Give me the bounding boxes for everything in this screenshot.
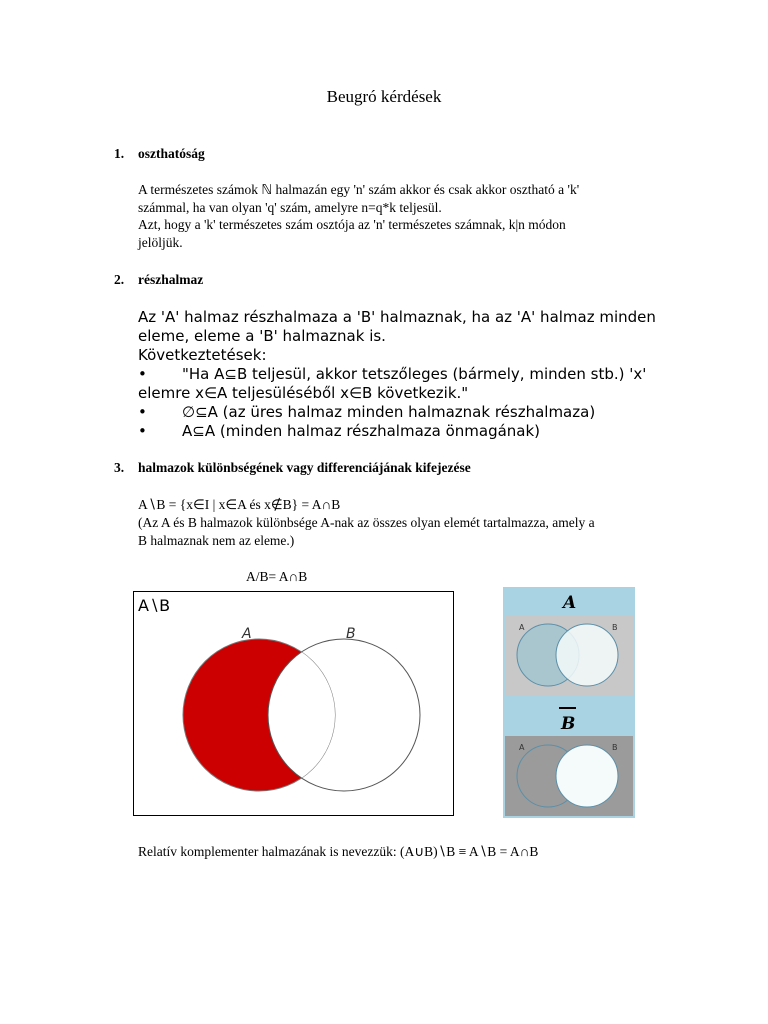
bullet-icon: • xyxy=(138,403,147,421)
set-b-label: B xyxy=(346,626,356,642)
venn-complement-svg xyxy=(503,587,635,818)
bullet-item-2 xyxy=(138,403,698,422)
venn-label: A∖B xyxy=(138,596,171,615)
section-3-line-1: (Az A és B halmazok különbsége A-nak az összes olyan elemét tartalmazza, amely a xyxy=(138,515,595,530)
section-2-body xyxy=(138,308,656,365)
bullet-3-text: A⊆A (minden halmaz részhalmaza önmagának) xyxy=(182,422,541,440)
venn-diagram-difference xyxy=(133,591,454,816)
bullet-1-line-2: elemre x∈A teljesüléséből x∈B következik." xyxy=(138,384,469,402)
panel-b-label-b: B xyxy=(612,743,618,752)
venn-svg xyxy=(134,592,453,815)
section-2-number: 2. xyxy=(114,272,125,287)
section-1-heading xyxy=(114,146,714,164)
panel-a-label-a: A xyxy=(519,623,525,632)
section-3-heading xyxy=(114,460,734,478)
section-3-title: halmazok különbségének vagy differenciájának kifejezése xyxy=(138,460,471,475)
panel-b-label-a: A xyxy=(519,743,525,752)
bullet-icon: • xyxy=(138,365,147,383)
section-1-body xyxy=(138,181,579,251)
section-1-title: oszthatóság xyxy=(138,146,205,161)
section-3-number: 3. xyxy=(114,460,125,475)
section-3-formula: A∖B = {x∈I | x∈A és x∉B} = A∩B xyxy=(138,497,341,512)
venn-diagram-complement xyxy=(503,587,635,818)
bullet-icon: • xyxy=(138,422,147,440)
figure-caption: A/B= A∩B xyxy=(246,569,308,584)
section-2-heading xyxy=(114,272,714,290)
bullet-item-1 xyxy=(138,365,698,384)
panel-a-label-b: B xyxy=(612,623,618,632)
bullet-2-text: ∅⊆A (az üres halmaz minden halmaznak részhalmaza) xyxy=(182,403,596,421)
closing-sentence: Relatív komplementer halmazának is nevezzük: (A∪B)∖B ≡ A∖B = A∩B xyxy=(138,844,539,859)
section-3-body xyxy=(138,514,595,549)
bullet-1-line-1: "Ha A⊆B teljesül, akkor tetszőleges (bármely, minden stb.) 'x' xyxy=(182,365,647,383)
section-2-line-1: Az 'A' halmaz részhalmaza a 'B' halmaznak, ha az 'A' halmaz minden xyxy=(138,308,656,326)
panel-b-set-b-circle xyxy=(556,745,618,807)
section-2-subheading: Következtetések: xyxy=(138,346,267,364)
panel-a-title: A xyxy=(563,593,577,613)
section-1-line-1: A természetes számok ℕ halmazán egy 'n' szám akkor és csak akkor osztható a 'k' xyxy=(138,182,580,197)
panel-a-set-b-circle xyxy=(556,624,618,686)
bullet-item-3 xyxy=(138,422,698,441)
section-1-line-4: jelöljük. xyxy=(138,234,183,250)
section-1-line-2: számmal, ha van olyan 'q' szám, amelyre n=q*k teljesül. xyxy=(138,199,442,215)
set-a-label: A xyxy=(242,626,252,642)
section-1-line-3: Azt, hogy a 'k' természetes szám osztója az 'n' természetes számnak, k|n módon xyxy=(138,217,566,232)
section-1-number: 1. xyxy=(114,146,125,161)
panel-b-title: B xyxy=(561,714,576,734)
page-title: Beugró kérdések xyxy=(326,87,442,106)
section-3-line-2: B halmaznak nem az eleme.) xyxy=(138,532,295,548)
section-2-title: részhalmaz xyxy=(138,272,204,287)
section-2-line-2: eleme, eleme a 'B' halmaznak is. xyxy=(138,327,386,345)
